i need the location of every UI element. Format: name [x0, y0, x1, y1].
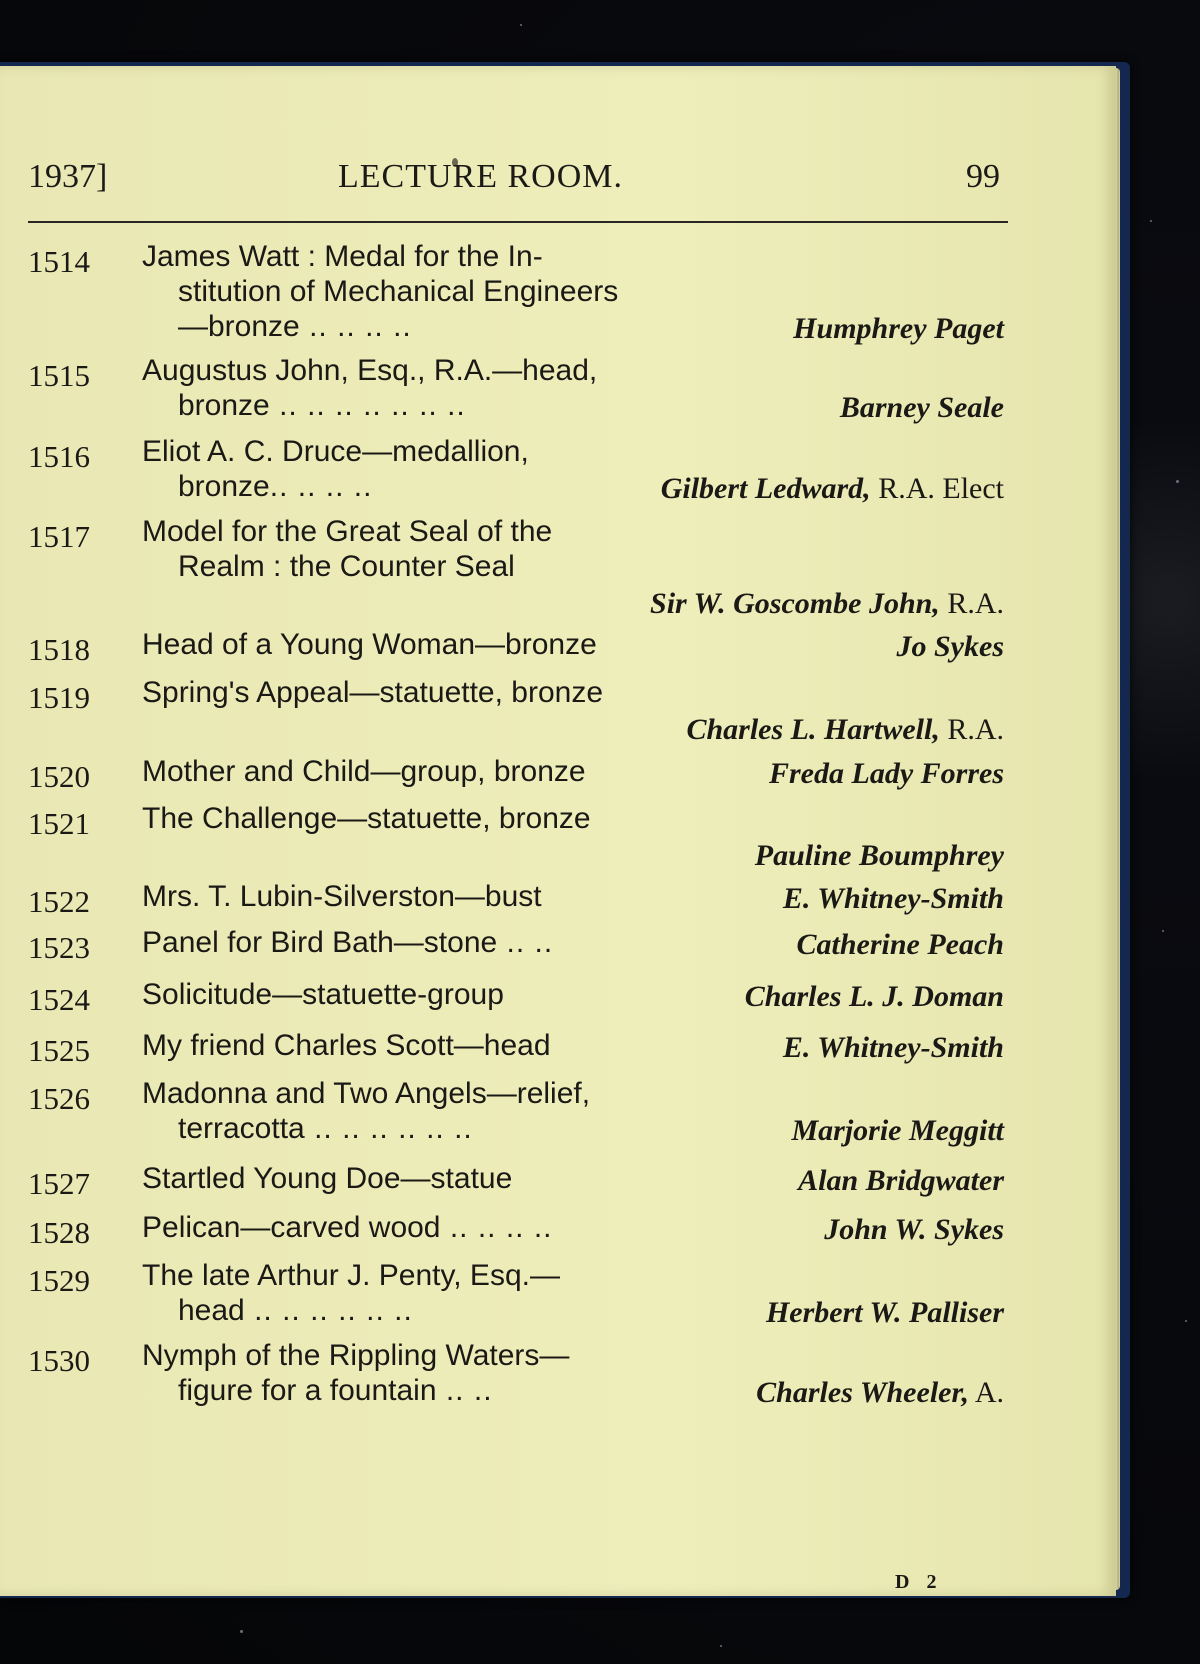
page-number: 99: [966, 158, 1000, 195]
entry-title: Startled Young Doe—statue: [142, 1162, 513, 1195]
dot-leader: .. .. .. .. .. ..: [304, 1112, 473, 1145]
entry-number: 1521: [28, 806, 90, 841]
entry-number: 1516: [28, 439, 90, 474]
entry-number: 1525: [28, 1033, 90, 1068]
artist-name: Charles L. J. Doman: [744, 980, 1004, 1013]
entry-title: Pelican—carved wood .. .. .. ..: [142, 1211, 553, 1244]
dot-leader: .. .. .. ..: [299, 310, 412, 343]
artist-name: John W. Sykes: [824, 1213, 1004, 1246]
entry-title-continued: figure for a fountain .. ..: [178, 1374, 493, 1407]
entry-number: 1526: [28, 1081, 90, 1116]
entry-title: The late Arthur J. Penty, Esq.—: [142, 1259, 560, 1292]
entry-title: Panel for Bird Bath—stone .. ..: [142, 926, 554, 959]
running-head-title: LECTURE ROOM.: [338, 158, 623, 195]
entry-title: Head of a Young Woman—bronze: [142, 628, 597, 661]
entry-number: 1530: [28, 1343, 90, 1378]
artist-name: Marjorie Meggitt: [791, 1114, 1004, 1147]
entry-number: 1520: [28, 759, 90, 794]
dot-leader: .. ..: [436, 1374, 493, 1407]
artist-name: Catherine Peach: [796, 928, 1004, 961]
entry-number: 1522: [28, 884, 90, 919]
artist-name: Sir W. Goscombe John, R.A.: [650, 587, 1004, 620]
entry-number: 1517: [28, 519, 90, 554]
entry-title: Augustus John, Esq., R.A.—head,: [142, 354, 598, 387]
entry-number: 1528: [28, 1215, 90, 1250]
entry-title: Spring's Appeal—statuette, bronze: [142, 676, 604, 709]
entry-title-continued: bronze.. .. .. ..: [178, 470, 373, 503]
dot-leader: .. .. .. .. .. ..: [244, 1294, 413, 1327]
signature-mark: D 2: [895, 1571, 943, 1593]
entry-title: My friend Charles Scott—head: [142, 1029, 551, 1062]
entry-title-continued: Realm : the Counter Seal: [178, 550, 515, 583]
entry-title-continued: bronze .. .. .. .. .. .. ..: [178, 389, 466, 422]
entry-title-continued: —bronze .. .. .. ..: [178, 310, 412, 343]
entry-title: Mrs. T. Lubin-Silverston—bust: [142, 880, 542, 913]
dot-leader: .. .. .. ..: [269, 470, 373, 503]
dot-leader: .. ..: [497, 926, 554, 959]
entry-title: Nymph of the Rippling Waters—: [142, 1339, 570, 1372]
dust-speck: [720, 1645, 722, 1647]
entry-title-continued: stitution of Mechanical Engineers: [178, 275, 619, 308]
dust-speck: [1185, 1320, 1187, 1322]
artist-name: Barney Seale: [839, 391, 1004, 424]
dust-speck: [1162, 930, 1164, 932]
entry-number: 1519: [28, 680, 90, 715]
artist-name: Gilbert Ledward, R.A. Elect: [660, 472, 1004, 505]
artist-name: Pauline Boumphrey: [754, 839, 1004, 872]
artist-honour: R.A. Elect: [870, 472, 1004, 505]
entry-number: 1524: [28, 982, 90, 1017]
artist-name: Charles L. Hartwell, R.A.: [686, 713, 1004, 746]
dot-leader: .. .. .. .. .. .. ..: [269, 389, 466, 422]
artist-name: Alan Bridgwater: [798, 1164, 1004, 1197]
entry-title: Eliot A. C. Druce—medallion,: [142, 435, 529, 468]
artist-name: Freda Lady Forres: [769, 757, 1004, 790]
entry-number: 1529: [28, 1263, 90, 1298]
entry-number: 1514: [28, 244, 90, 279]
entry-title: James Watt : Medal for the In-: [142, 240, 543, 273]
running-head-year: 1937]: [28, 158, 108, 195]
artist-name: E. Whitney-Smith: [782, 1031, 1004, 1064]
entry-number: 1515: [28, 358, 90, 393]
entry-title: Model for the Great Seal of the: [142, 515, 553, 548]
artist-name: Herbert W. Palliser: [765, 1296, 1004, 1329]
artist-name: E. Whitney-Smith: [782, 882, 1004, 915]
dust-speck: [1176, 480, 1179, 483]
entry-title-continued: head .. .. .. .. .. ..: [178, 1294, 413, 1327]
dust-speck: [1150, 220, 1152, 222]
artist-honour: R.A.: [939, 713, 1004, 746]
artist-honour: R.A.: [939, 587, 1004, 620]
dot-leader: .. .. .. ..: [440, 1211, 553, 1244]
entry-title: Madonna and Two Angels—relief,: [142, 1077, 591, 1110]
entry-number: 1518: [28, 632, 90, 667]
entry-number: 1527: [28, 1166, 90, 1201]
entry-title: The Challenge—statuette, bronze: [142, 802, 591, 835]
artist-name: Charles Wheeler, A.: [756, 1376, 1004, 1409]
entry-title: Solicitude—statuette-group: [142, 978, 504, 1011]
artist-name: Jo Sykes: [896, 630, 1004, 663]
artist-honour: A.: [968, 1376, 1004, 1409]
entry-title: Mother and Child—group, bronze: [142, 755, 586, 788]
dust-speck: [240, 1630, 243, 1633]
artist-name: Humphrey Paget: [793, 312, 1004, 345]
entry-number: 1523: [28, 930, 90, 965]
entry-title-continued: terracotta .. .. .. .. .. ..: [178, 1112, 473, 1145]
